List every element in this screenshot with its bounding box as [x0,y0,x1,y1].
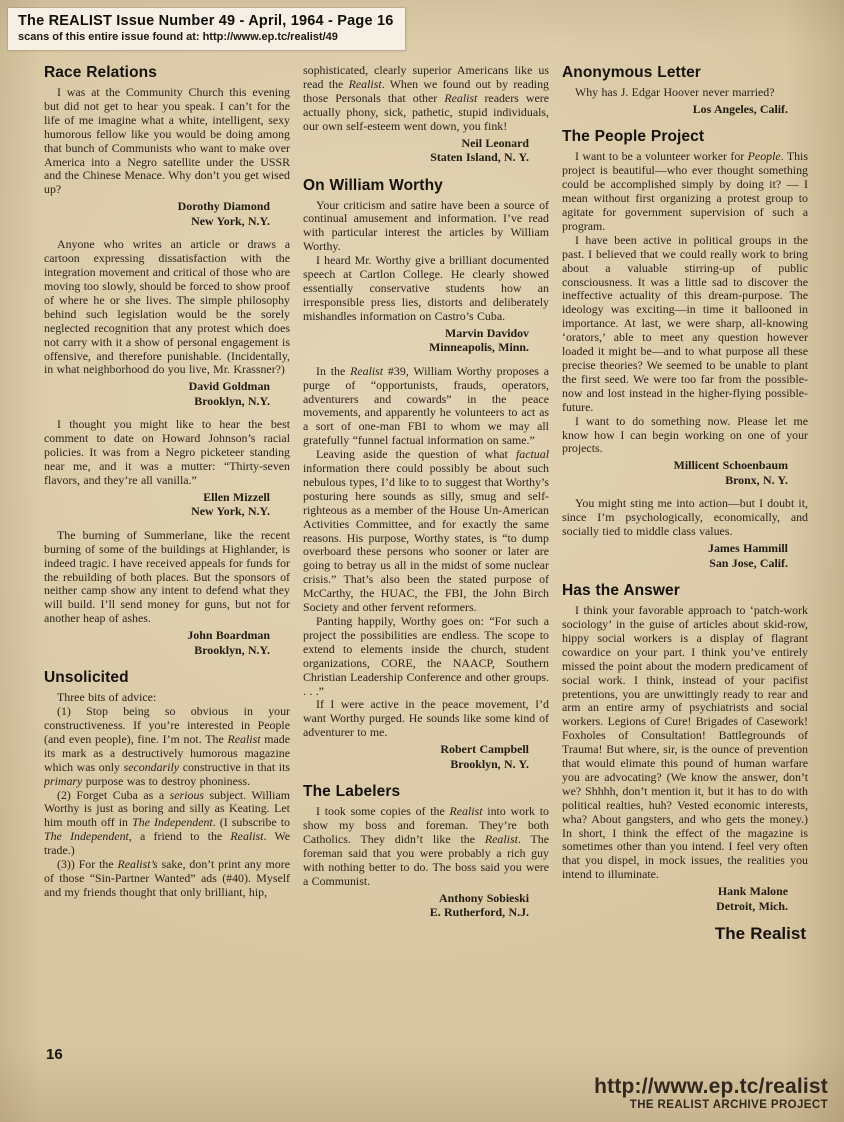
signature-line: Brooklyn, N. Y. [450,756,529,771]
signature-line: Hank Malone [717,884,788,899]
signature-line: Bronx, N. Y. [725,472,788,487]
letter-signature [303,326,549,355]
section-heading: Unsolicited [44,669,129,687]
letter-signature [44,628,290,657]
letter-paragraph: I have been active in political groups in the past. I believed that we could really work to bring about a valuable stirring-up of public consciousness. It was a little sad to discover the ineffective actuality of this dream-purpose. The ideology was exciting—in time it ballooned in importance. At last, we were sharp, all-knowing ‘orators,’ able to meet any question however loaded it might be—and to what purpose all these precise theories? We seemed to be unable to plant the first seed. We were too far from the possible-now and lost instead in the higher-flying possible-future. [562,232,808,414]
letter-signature [303,742,549,771]
section-heading: The People Project [562,128,705,146]
letter-paragraph: Leaving aside the question of what factual information there could possibly be about such nebulous types, I’d like to to suggest that Worthy’s posturing here sounds as silly, smug and self-righteous as a member of the House Un-American Activities Committee, and for exactly the same reasons. His purpose, Worthy states, is “to dump overboard these persons who sooner or later are going to betray us all in the midst of some nuclear crisis.” That’s also been the stated purpose of McCarthy, the HUAC, the FBI, the John Birch Society and other fervent reformers. [303,447,549,615]
archive-footer [594,1075,828,1112]
letter-paragraph: I heard Mr. Worthy give a brilliant documented speech at Cartlon College. He clearly showed essentially conservative students how an irresponsible press lies, distorts and deliberately mishandles information on Castro’s Cuba. [303,253,549,323]
letter-paragraph: Why has J. Edgar Hoover never married? [575,85,775,99]
signature-line: E. Rutherford, N.J. [429,905,529,920]
signature-line: Marvin Davidov [445,325,529,340]
letter-signature [562,102,808,117]
signature-line: Robert Campbell [440,742,529,757]
signature-line: James Hammill [708,541,788,556]
column-right [562,64,808,944]
letter-paragraph: I want to be a volunteer worker for People. This project is beautiful—who ever thought something could be accomplished simply by doing it? — I mean without first organizing a protest group to agitate for government supervision of such a program. [562,149,808,233]
letter-signature [562,884,808,913]
section-heading: Has the Answer [562,582,680,600]
realist-brand: The Realist [714,924,806,944]
letter-paragraph: sophisticated, clearly superior Americans like us read the Realist. When we found out by reading those Personals that other Realist readers were actually phony, sick, pathetic, stupid individuals, our own self-esteem went down, you fink! [303,63,549,133]
letter-paragraph: Three bits of advice: [57,690,157,705]
scan-header-label [8,8,405,50]
letter-paragraph: I thought you might like to hear the best comment to date on Howard Johnson’s racial policies. It was from a Negro picketeer standing near me, and it was a mutter: “Thirty-seven flavors, and they’re all vanilla.” [44,417,290,487]
letter-paragraph: Anyone who writes an article or draws a cartoon expressing dissatisfaction with the integration movement and critical of those who are moving too slowly, should be forced to show proof of where he or she lives. The simple philosophy behind such legislation would be the sorely neglected recognition that any protest which does not carry with it a show of personal engagement is offensive, and therefore punishable. (Incidentally, in what neighborhood do you live, Mr. Krassner?) [44,237,290,377]
signature-line: John Boardman [187,628,270,643]
signature-line: Dorothy Diamond [177,199,270,214]
section-heading: Anonymous Letter [562,64,701,81]
letter-paragraph: (2) Forget Cuba as a serious subject. William Worthy is just as boring and silly as Keating. Let him mouth off in The Independent. (I subscribe to The Independent, a friend to the Realist. We trade.) [44,787,291,858]
letter-paragraph: I want to do something now. Please let me know how I can begin working on one of your projects. [562,413,808,456]
letters-columns [44,63,810,944]
signature-line: San Jose, Calif. [709,555,788,570]
page-number: 16 [46,1046,63,1063]
letter-paragraph: Your criticism and satire have been a source of continual amusement and information. I’ve read with particular interest the articles by William Worthy. [303,197,549,254]
signature-line: Ellen Mizzell [203,489,270,504]
letter-paragraph: Panting happily, Worthy goes on: “For such a project the possibilities are endless. The scope to extend to elements inside the church, student organizations, CORE, the NAACP, Southern Christian Leadership Conference and other groups. . . .” [303,614,549,698]
scan-subtitle: scans of this entire issue found at: http://www.ep.tc/realist/49 [18,31,338,43]
scan-title: The REALIST Issue Number 49 - April, 1964 - Page 16 [18,13,394,29]
signature-line: Brooklyn, N.Y. [194,393,270,408]
letter-paragraph: I think your favorable approach to ‘patch-work sociology’ in the guise of articles about skid-row, hippy social workers is a display of flagrant cowardice on your part. I think you’ve entirely missed the point about the modern predicament of social work. I think, instead of your pacifist pretentions, you are unwittingly ready to rear and arm an entire army of psychiatrists and social workers. Legions of Cure! Brigades of Casework! Foxholes of Consultation! Battlegrounds of Trauma! But where, sir, is the ounce of prevention that would elimate this pound of human warfare you are advocating? (We know the answer, don’t we? Shhhh, don’t mention it, but it has to do with political realties, huh? Vested economic interests, wha? About gangsters, and who gets the money.) In short, I think the effect of the magazine is sometimes other than you intend. I feel very often that you dispel, in mock issues, the realities you intend to illuminate. [562,603,808,882]
signature-line: Millicent Schoenbaum [673,458,788,473]
letter-signature [44,379,290,408]
letter-paragraph: I was at the Community Church this evening but did not get to hear you speak. I can’t for the life of me imagine what a white, intelligent, sexy humorous fellow like you would be doing among that bunch of Communists who want to make over America into a Negro satellite under the USSR and the Chinese Menace. Why don’t you get wised up? [44,85,290,197]
signature-line: Minneapolis, Minn. [429,340,529,355]
letter-signature [303,136,549,165]
letter-signature [562,458,808,487]
letter-paragraph: If I were active in the peace movement, I’d want Worthy purged. He sounds like some kind of adventurer to me. [303,697,549,740]
letter-paragraph: You might sting me into action—but I doubt it, since I’m psychologically, economically, and socially tied to middle class values. [562,496,808,539]
letter-paragraph: (1) Stop being so obvious in your constructiveness. If you’re interested in People (and even people), fine. I’m not. The Realist made its mark as a destructively humorous magazine which was only secondarily constructive in that its primary purpose was to destroy phoniness. [44,704,291,788]
signature-line: Detroit, Mich. [716,898,788,913]
letter-signature [44,199,290,228]
signature-line: Neil Leonard [461,135,529,150]
letter-signature [303,891,549,920]
signature-line: Brooklyn, N.Y. [194,642,270,657]
letter-paragraph: In the Realist #39, William Worthy proposes a purge of “opportunists, frauds, operators, adventurers and cowards” in the peace movements, and apparently he volunteers to act as a sort of one-man FBI to whom we may all gratefully “funnel factual information on same.” [303,363,549,448]
letter-signature [562,541,808,570]
column-middle [303,64,549,941]
letter-paragraph: I took some copies of the Realist into work to show my boss and foreman. They’re both Catholics. They didn’t like the Realist. The foreman said that you were probably a rich guy with nothing better to do. The boss said you were a Communist. [303,804,549,888]
section-heading: Race Relations [44,64,157,81]
signature-line: New York, N.Y. [191,213,270,228]
letter-paragraph: The burning of Summerlane, like the recent burning of some of the buildings at Highlander, is indeed tragic. I have received appeals for funds for the rebuilding of both places. But the sponsors of neither camp show any intent to defend what they will build. I’ll send money for guns, but not for another heap of ashes. [44,527,290,626]
letter-signature [44,490,290,519]
signature-line: David Goldman [188,379,270,394]
section-heading: The Labelers [303,783,401,801]
column-left [44,64,290,941]
signature-line: Los Angeles, Calif. [692,101,788,116]
signature-line: New York, N.Y. [191,504,270,519]
archive-url: http://www.ep.tc/realist [594,1075,828,1098]
archive-project-label: THE REALIST ARCHIVE PROJECT [629,1099,828,1111]
section-heading: On William Worthy [303,176,443,194]
signature-line: Anthony Sobieski [439,890,529,905]
signature-line: Staten Island, N. Y. [430,150,529,165]
letter-paragraph: (3)) For the Realist’s sake, don’t print any more of those “Sin-Partner Wanted” ads (#40). Myself and my friends thought that only brilliant, hip, [44,857,290,899]
